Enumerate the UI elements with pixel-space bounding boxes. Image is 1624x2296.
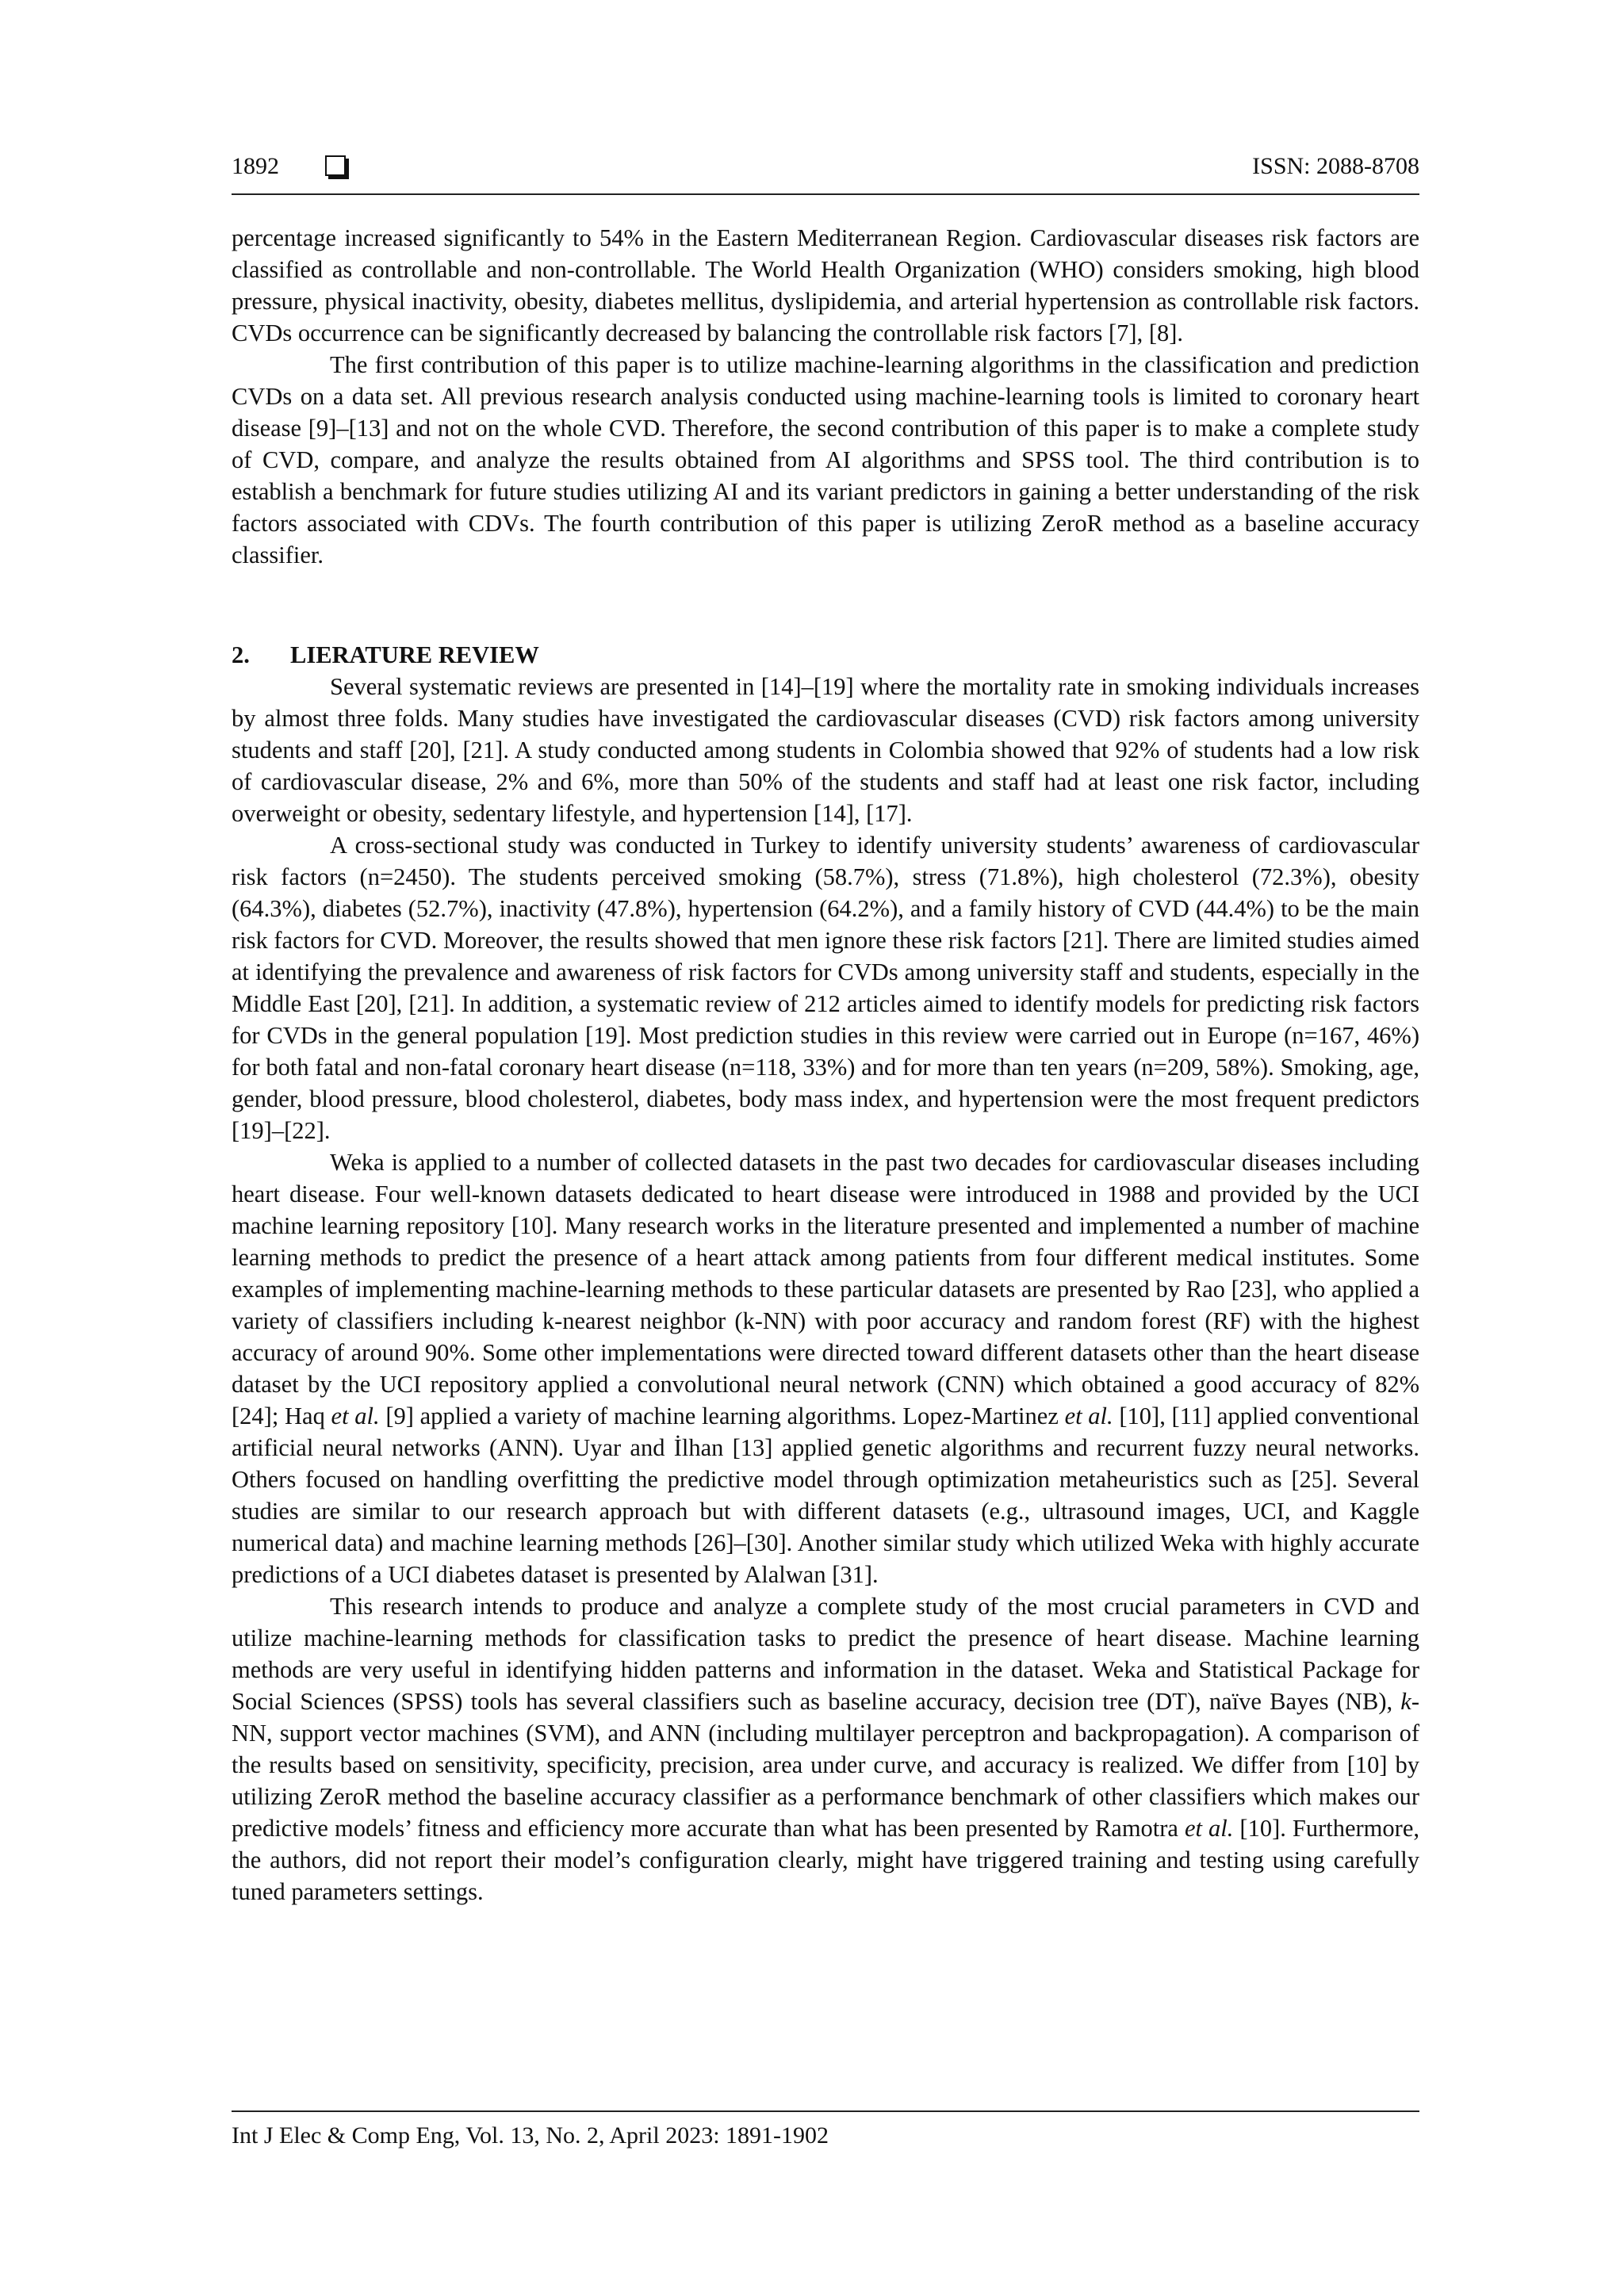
running-header [232,151,1419,187]
page-number: 1892 [232,153,279,179]
review-paragraph-4-part-c: [10]. Furthermore, the authors, did not report their model’s configuration clearly, might have triggered training and testing using carefully tuned parameters settings. [232,1815,1419,1905]
et-al-italic: et al. [1185,1815,1234,1842]
review-paragraph-4-part-a: This research intends to produce and analyze a complete study of the most crucial parameters in CVD and utilize machine-learning methods for classification tasks to predict the presence of heart disease. Machine learning methods are very useful in identifying hidden patterns and information in the dataset. Weka and Statistical Package for Social Sciences (SPSS) tools has several classifiers such as baseline accuracy, decision tree (DT), naïve Bayes (NB), [232,1593,1419,1715]
review-paragraph-2: A cross-sectional study was conducted in Turkey to identify university students’ awareness of cardiovascular risk factors (n=2450). The students perceived smoking (58.7%), stress (71.8%), high cholesterol (72.3%), obesity (64.3%), diabetes (52.7%), inactivity (47.8%), hypertension (64.2%), and a family history of CVD (44.4%) to be the main risk factors for CVD. Moreover, the results showed that men ignore these risk factors [21]. There are limited studies aimed at identifying the prevalence and awareness of risk factors for CVDs among university staff and students, especially in the Middle East [20], [21]. In addition, a systematic review of 212 articles aimed to identify models for predicting risk factors for CVDs in the general population [19]. Most prediction studies in this review were carried out in Europe (n=167, 46%) for both fatal and non-fatal coronary heart disease (n=118, 33%) and for more than ten years (n=209, 58%). Smoking, age, gender, blood pressure, blood cholesterol, diabetes, body mass index, and hypertension were the most frequent predictors [19]–[22]. [232,832,1419,1144]
intro-paragraph-1: percentage increased significantly to 54% in the Eastern Mediterranean Region. Cardiovascular diseases risk factors are classified as controllable and non-controllable. The World Health Organization (WHO) considers smoking, high blood pressure, physical inactivity, obesity, diabetes mellitus, dyslipidemia, and arterial hypertension as controllable risk factors. CVDs occurrence can be significantly decreased by balancing the controllable risk factors [7], [8]. [232,224,1419,346]
et-al-italic: et al. [331,1402,380,1429]
journal-citation: Int J Elec & Comp Eng, Vol. 13, No. 2, April 2023: 1891-1902 [232,2122,829,2149]
running-footer [232,2110,1419,2152]
review-paragraph-3 [232,1146,1419,1590]
et-al-italic: et al. [1064,1402,1113,1429]
review-paragraph-3-part-c: [10], [11] applied conventional artificial neural networks (ANN). Uyar and İlhan [13] applied genetic algorithms and recurrent fuzzy neural networks. Others focused on handling overfitting the predictive model through optimization metaheuristics such as [25]. Several studies are similar to our research approach but with different datasets (e.g., ultrasound images, UCI, and Kaggle numerical data) and machine learning methods [26]–[30]. Another similar study which utilized Weka with highly accurate predictions of a UCI diabetes dataset is presented by Alalwan [31]. [232,1402,1419,1588]
review-paragraph-3-part-b: [9] applied a variety of machine learning algorithms. Lopez-Martinez [379,1402,1065,1429]
section-heading [232,639,1419,671]
issn-label: ISSN: 2088-8708 [1252,153,1419,179]
review-paragraph-4-part-b: -NN, support vector machines (SVM), and ANN (including multilayer perceptron and backpropagation). A comparison of the results based on sensitivity, specificity, precision, area under curve, and accuracy is realized. We differ from [10] by utilizing ZeroR method the baseline accuracy classifier as a performance benchmark of other classifiers which makes our predictive models’ fitness and efficiency more accurate than what has been presented by Ramotra [232,1688,1419,1842]
review-paragraph-4 [232,1590,1419,1908]
body-text [232,222,1419,1908]
footer-rule [232,2110,1419,2112]
review-paragraph-3-part-a: Weka is applied to a number of collected datasets in the past two decades for cardiovascular diseases including heart disease. Four well-known datasets dedicated to heart disease were introduced in 1988 and provided by the UCI machine learning repository [10]. Many research works in the literature presented and implemented a number of machine learning methods to predict the presence of a heart attack among patients from four different medical institutes. Some examples of implementing machine-learning methods to these particular datasets are presented by Rao [23], who applied a variety of classifiers including k-nearest neighbor (k-NN) with poor accuracy and random forest (RF) with the highest accuracy of around 90%. Some other implementations were directed toward different datasets other than the heart disease dataset by the UCI repository applied a convolutional neural network (CNN) which obtained a good accuracy of 82% [24]; Haq [232,1149,1419,1429]
section-title: LIERATURE REVIEW [290,641,539,668]
checkbox-square-icon [325,155,346,176]
intro-paragraph-2: The first contribution of this paper is to utilize machine-learning algorithms in the classification and prediction CVDs on a data set. All previous research analysis conducted using machine-learning tools is limited to coronary heart disease [9]–[13] and not on the whole CVD. Therefore, the second contribution of this paper is to make a complete study of CVD, compare, and analyze the results obtained from AI algorithms and SPSS tool. The third contribution is to establish a benchmark for future studies utilizing AI and its variant predictors in gaining a better understanding of the risk factors associated with CDVs. The fourth contribution of this paper is utilizing ZeroR method as a baseline accuracy classifier. [232,351,1419,568]
header-rule [232,193,1419,195]
section-number: 2. [232,641,250,668]
k-italic: k [1400,1688,1411,1715]
paper-page [232,151,1419,1908]
review-paragraph-1: Several systematic reviews are presented in [14]–[19] where the mortality rate in smoking individuals increases by almost three folds. Many studies have investigated the cardiovascular diseases (CVD) risk factors among university students and staff [20], [21]. A study conducted among students in Colombia showed that 92% of students had a low risk of cardiovascular disease, 2% and 6%, more than 50% of the students and staff had at least one risk factor, including overweight or obesity, sedentary lifestyle, and hypertension [14], [17]. [232,673,1419,827]
